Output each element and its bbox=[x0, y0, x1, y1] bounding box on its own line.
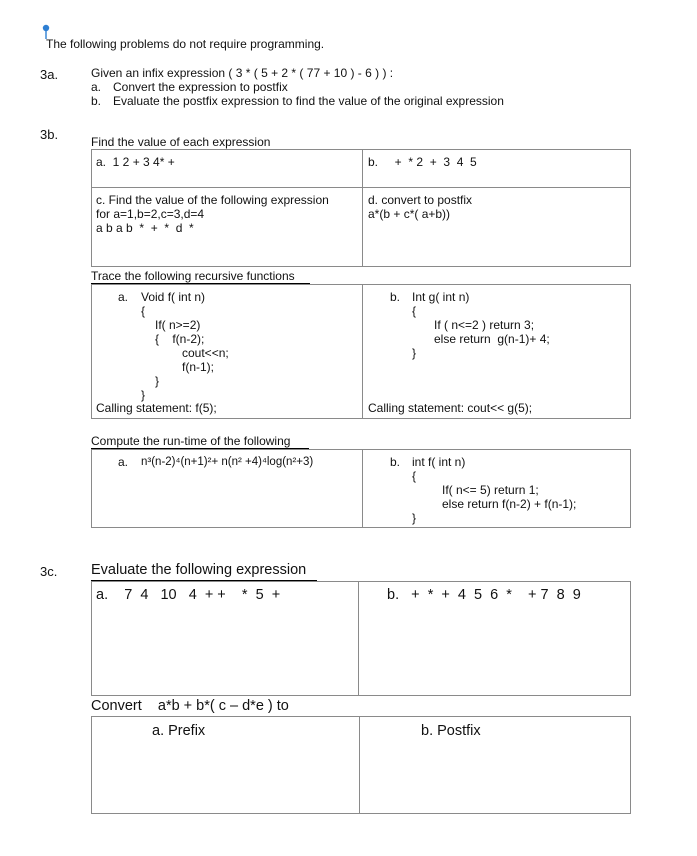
q3a-item-b-mark: b. bbox=[91, 94, 102, 108]
runtime-heading: Compute the run-time of the following bbox=[91, 434, 291, 448]
trace-a-line-5: cout<<n; bbox=[182, 346, 229, 360]
find-table-row-divider bbox=[91, 187, 631, 188]
trace-b-mark: b. bbox=[390, 290, 401, 304]
cell-c-line-3: a b a b * + * d * bbox=[96, 221, 194, 235]
trace-b-line-2: { bbox=[412, 304, 417, 318]
trace-b-line-1: Int g( int n) bbox=[412, 290, 470, 304]
convert-a: a. Prefix bbox=[152, 723, 206, 739]
trace-a-line-6: f(n-1); bbox=[182, 360, 215, 374]
cell-b: b. + * 2 + 3 4 5 bbox=[368, 155, 477, 169]
runtime-b-line-3: If( n<= 5) return 1; bbox=[442, 483, 539, 497]
cell-a: a. 1 2 + 3 4* + bbox=[96, 155, 175, 169]
question-number-3b: 3b. bbox=[40, 127, 59, 142]
find-table-divider bbox=[362, 149, 363, 267]
runtime-a-mark: a. bbox=[118, 455, 129, 469]
q3a-item-a: Convert the expression to postfix bbox=[113, 80, 288, 94]
trace-b-line-3: If ( n<=2 ) return 3; bbox=[434, 318, 535, 332]
q3a-prompt: Given an infix expression ( 3 * ( 5 + 2 * ( 77 + 10 ) - 6 ) ) : bbox=[91, 66, 394, 80]
runtime-b-line-5: } bbox=[412, 511, 417, 525]
convert-heading: Convert a*b + b*( c – d*e ) to bbox=[91, 698, 289, 714]
evaluate-heading: Evaluate the following expression bbox=[91, 562, 307, 578]
cell-d-line-1: d. convert to postfix bbox=[368, 193, 473, 207]
trace-a-line-1: Void f( int n) bbox=[141, 290, 206, 304]
trace-table bbox=[91, 284, 631, 419]
runtime-b-line-1: int f( int n) bbox=[412, 455, 466, 469]
convert-b: b. Postfix bbox=[421, 723, 481, 739]
trace-a-calling: Calling statement: f(5); bbox=[96, 401, 217, 415]
evaluate-a: a. 7 4 10 4 + + * 5 + bbox=[96, 587, 281, 603]
q3a-item-a-mark: a. bbox=[91, 80, 102, 94]
q3a-item-b: Evaluate the postfix expression to find the value of the original expression bbox=[113, 94, 504, 108]
trace-a-line-3: If( n>=2) bbox=[155, 318, 201, 332]
runtime-table-divider bbox=[362, 449, 363, 528]
runtime-b-mark: b. bbox=[390, 455, 401, 469]
trace-a-line-2: { bbox=[141, 304, 146, 318]
trace-a-line-8: } bbox=[141, 388, 146, 402]
evaluate-table-divider bbox=[358, 581, 359, 696]
intro-text: The following problems do not require programming. bbox=[46, 37, 325, 51]
trace-b-calling: Calling statement: cout<< g(5); bbox=[368, 401, 533, 415]
trace-table-divider bbox=[362, 284, 363, 419]
question-number-3a: 3a. bbox=[40, 67, 59, 82]
trace-b-line-4: else return g(n-1)+ 4; bbox=[434, 332, 550, 346]
trace-a-line-7: } bbox=[155, 374, 160, 388]
runtime-b-line-4: else return f(n-2) + f(n-1); bbox=[442, 497, 577, 511]
runtime-b-line-2: { bbox=[412, 469, 417, 483]
trace-heading: Trace the following recursive functions bbox=[91, 269, 295, 283]
question-number-3c: 3c. bbox=[40, 564, 58, 579]
trace-a-line-4: { f(n-2); bbox=[155, 332, 205, 346]
convert-table-divider bbox=[359, 716, 360, 814]
trace-b-line-5: } bbox=[412, 346, 417, 360]
evaluate-b: b. + * + 4 5 6 * + 7 8 9 bbox=[387, 587, 581, 603]
runtime-a-expression: n³(n-2)⁴(n+1)²+ n(n² +4)⁴log(n²+3) bbox=[141, 456, 314, 468]
cell-d-line-2: a*(b + c*( a+b)) bbox=[368, 207, 451, 221]
trace-a-mark: a. bbox=[118, 290, 129, 304]
cell-c-line-1: c. Find the value of the following expression bbox=[96, 193, 329, 207]
cell-c-line-2: for a=1,b=2,c=3,d=4 bbox=[96, 207, 205, 221]
find-heading: Find the value of each expression bbox=[91, 135, 271, 149]
